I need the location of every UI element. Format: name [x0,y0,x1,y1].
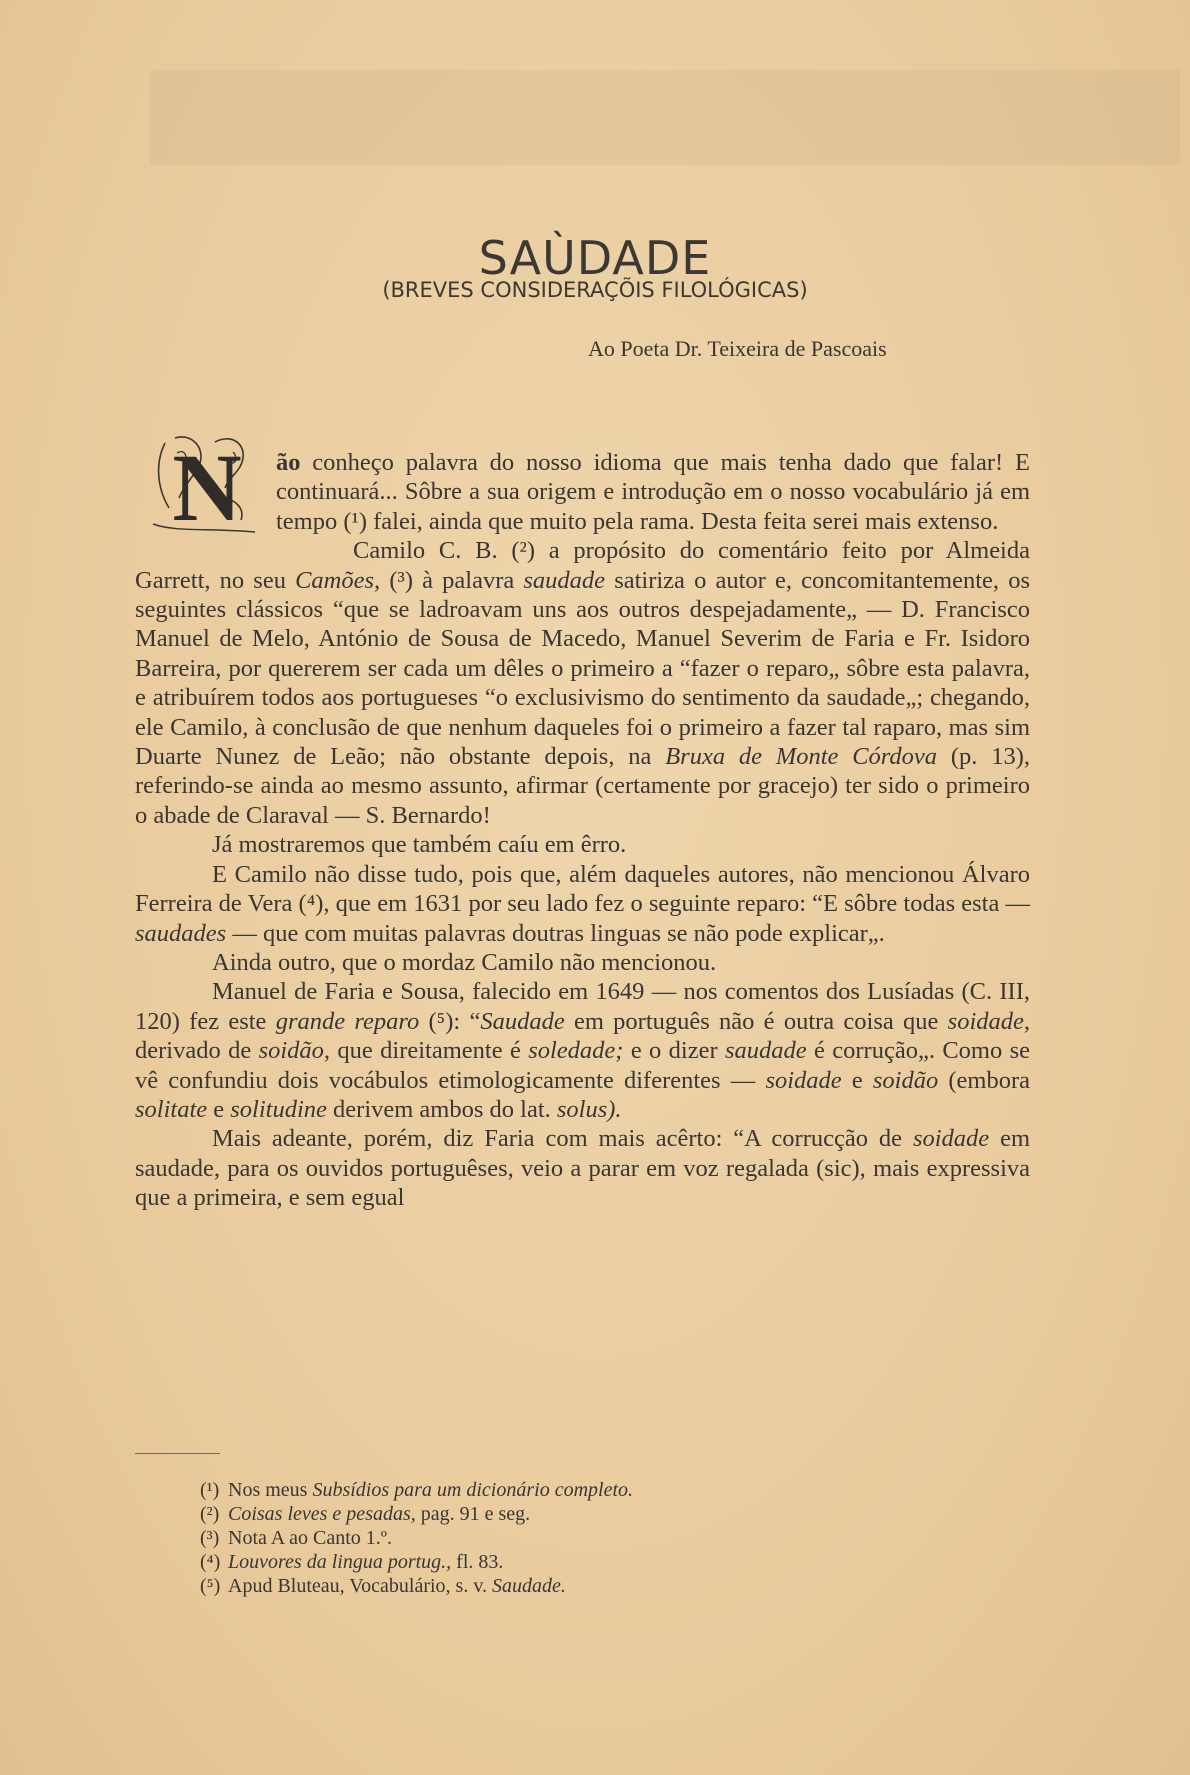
footnote-3: (³) Nota A ao Canto 1.º. [200,1527,392,1549]
footnotes [200,1478,633,1598]
svg-text:N: N [172,434,242,540]
footnote-4: (⁴) Louvores da lingua portug., fl. 83. [200,1551,504,1573]
page-title: SAÙDADE [478,230,712,285]
footnote-divider [135,1453,220,1454]
bleed-through-shadow [150,70,1180,165]
paragraph-3: Já mostraremos que também caíu em êrro. [212,831,627,859]
body-text [135,434,1031,1213]
ornamental-dropcap-n [145,428,270,540]
subtitle: (BREVES CONSIDERAÇÕIS FILOLÓGICAS) [382,278,808,302]
paragraph-5: Ainda outro, que o mordaz Camilo não mencionou. [212,948,717,976]
footnote-5: (⁵) Apud Bluteau, Vocabulário, s. v. Saudade. [200,1575,566,1597]
paragraph-1 [135,434,1030,540]
dedication: Ao Poeta Dr. Teixeira de Pascoais [588,336,887,361]
paragraph-7: Mais adeante, porém, diz Faria com mais acêrto: “A corrucção de soidade em saudade, para os ouvidos portuguêses, veio a parar em voz regalada (sic), mais expressiva que a primeira, e sem egual [135,1125,1030,1212]
footnote-1: (¹) Nos meus Subsídios para um dicionário completo. [200,1479,633,1501]
lead-word: ão [276,449,301,476]
footnote-2: (²) Coisas leves e pesadas, pag. 91 e seg. [200,1503,531,1525]
paragraph-1-text: conheço palavra do nosso idioma que mais tenha dado que falar! E continuará... Sôbre a sua origem e introdução em o nosso vocabulário já em tempo (¹) falei, ainda que muito pela rama. Desta feita serei mais extenso. [276,449,1030,535]
paragraph-4: E Camilo não disse tudo, pois que, além daqueles autores, não mencionou Álvaro Ferreira de Vera (⁴), que em 1631 por seu lado fez o seguinte reparo: “E sôbre todas esta — saudades — que com muitas palavras doutras linguas se não pode explicar„. [135,860,1030,947]
paragraph-6: Manuel de Faria e Sousa, falecido em 1649 — nos comentos dos Lusíadas (C. III, 120) fez este grande reparo (⁵): “Saudade em português não é outra coisa que soidade, derivado de soidão, que direitamente é soledade; e o dizer saudade é corrução„. Como se vê confundiu dois vocábulos etimologicamente diferentes — soidade e soidão (embora solitate e solitudine derivem ambos do lat. solus). [135,978,1031,1123]
paragraph-2: Camilo C. B. (²) a propósito do comentário feito por Almeida Garrett, no seu Camões, (³) à palavra saudade satiriza o autor e, concomitantemente, os seguintes clássicos “que se ladroavam uns aos outros despejadamente„ — D. Francisco Manuel de Melo, António de Sousa de Macedo, Manuel Severim de Faria e Fr. Isidoro Barreira, por quererem ser cada um dêles o primeiro a “fazer o reparo„ sôbre esta palavra, e atribuírem todos aos portugueses “o exclusivismo do sentimento da saudade„; chegando, ele Camilo, à conclusão de que nenhum daqueles foi o primeiro a fazer tal raparo, mas sim Duarte Nunez de Leão; não obstante depois, na Bruxa de Monte Córdova (p. 13), referindo-se ainda ao mesmo assunto, afirmar (certamente por gracejo) ter sido o primeiro o abade de Claraval — S. Bernardo! [135,537,1030,829]
